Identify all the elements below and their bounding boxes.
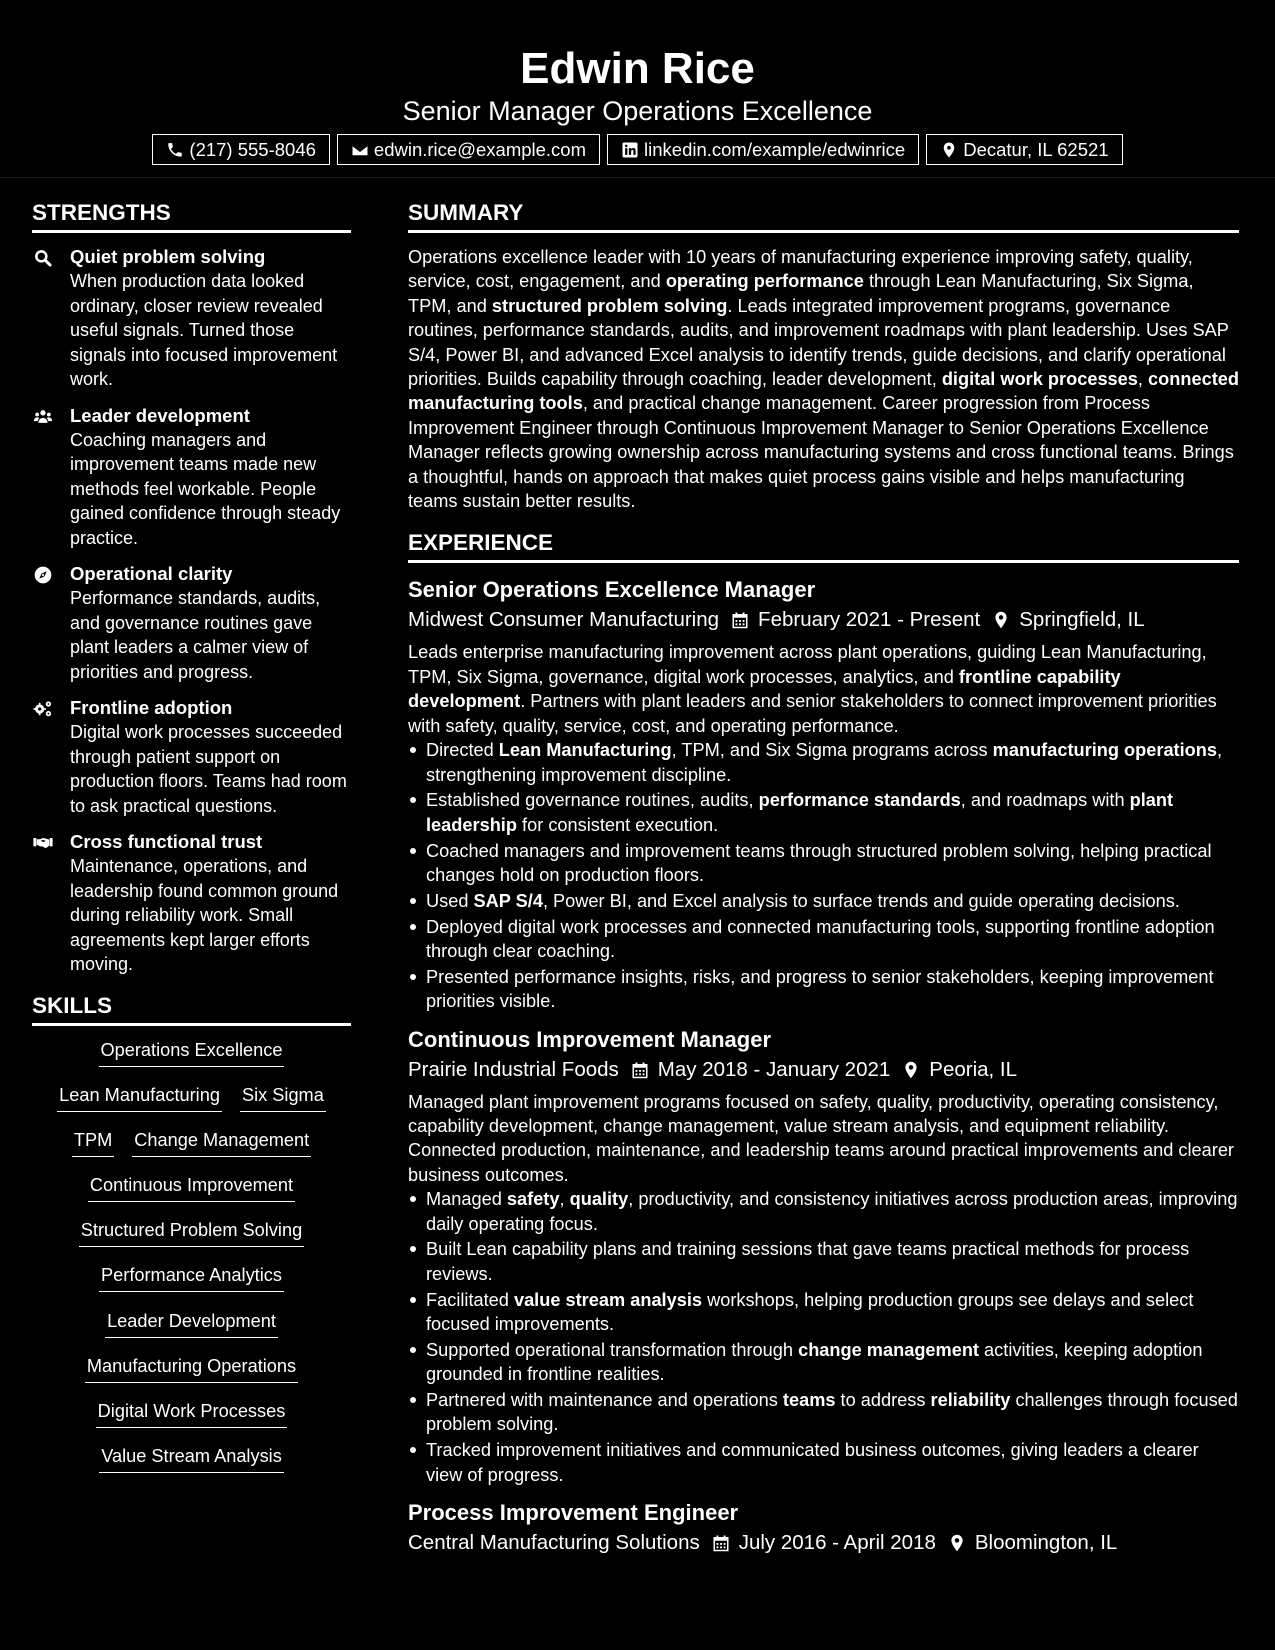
strength-title: Operational clarity	[70, 563, 233, 584]
gears-icon	[32, 699, 54, 719]
emphasized-text: value stream analysis	[513, 1289, 703, 1310]
skill-tag: Digital Work Processes	[96, 1399, 288, 1428]
map-pin-icon	[948, 1533, 966, 1553]
emphasized-text: frontline capability development	[408, 666, 1121, 712]
company-name: Central Manufacturing Solutions	[408, 1530, 700, 1554]
text-segment: Leads enterprise manufacturing improvement across plant operations, guiding Lean Manufacturing, TPM, Six Sigma, governance, digital work processes, analytics, and	[408, 642, 1207, 687]
job-dates: July 2016 - April 2018	[738, 1530, 936, 1554]
bullet-item	[408, 1187, 1239, 1236]
text-segment: , strengthening improvement discipline.	[426, 740, 1223, 785]
skill-row	[32, 1038, 351, 1083]
skill-row	[32, 1173, 351, 1218]
skill-row	[32, 1354, 351, 1399]
skill-row	[32, 1218, 351, 1263]
strength-title: Frontline adoption	[70, 697, 233, 718]
emphasized-text: teams	[782, 1389, 836, 1410]
candidate-headline: Senior Manager Operations Excellence	[402, 96, 873, 126]
job-title: Continuous Improvement Manager	[408, 1026, 772, 1052]
bullet-item	[408, 1388, 1239, 1437]
skill-tag: Performance Analytics	[99, 1263, 284, 1292]
right-column	[408, 196, 1239, 1563]
text-segment: Established governance routines, audits,	[426, 790, 759, 811]
text-segment: , TPM, and Six Sigma programs across	[671, 740, 993, 761]
text-segment: , Power BI, and Excel analysis to surface trends and guide operating decisions.	[542, 890, 1180, 911]
job-location: Peoria, IL	[929, 1057, 1018, 1081]
linkedin-icon	[621, 141, 639, 159]
job-entry	[408, 1498, 1239, 1558]
skill-row	[32, 1309, 351, 1354]
job-meta	[408, 1528, 1239, 1558]
strength-item	[32, 562, 351, 684]
text-segment: Managed plant improvement programs focused on safety, quality, productivity, operating consistency, capability development, change management, value stream analysis, and equipment reliability. Connected production, maintenance, and leadership teams around practical improvements and clearer business outcomes.	[408, 1091, 1234, 1185]
text-segment: Managed	[426, 1189, 507, 1210]
company-name: Prairie Industrial Foods	[408, 1057, 619, 1081]
compass-icon	[32, 565, 54, 585]
candidate-name: Edwin Rice	[520, 44, 755, 93]
envelope-icon	[351, 141, 369, 159]
strength-description: When production data looked ordinary, closer review revealed useful signals. Turned those signals into focused improvement work.	[70, 271, 338, 389]
skill-row	[32, 1128, 351, 1173]
strength-description: Digital work processes succeeded through patient support on production floors. Teams had room to ask practical questions.	[70, 722, 347, 816]
experience-list	[408, 575, 1239, 1558]
skill-tag: Six Sigma	[240, 1083, 326, 1112]
contact-phone-text: (217) 555-8046	[189, 138, 316, 160]
skill-row	[32, 1399, 351, 1444]
job-location: Springfield, IL	[1019, 608, 1145, 632]
bullet-item	[408, 965, 1239, 1014]
summary-text	[408, 245, 1239, 513]
job-bullets	[408, 1187, 1239, 1487]
emphasized-text: quality	[569, 1189, 629, 1210]
bullet-item	[408, 915, 1239, 964]
bullet-item	[408, 788, 1239, 837]
contact-location-text: Decatur, IL 62521	[963, 138, 1109, 160]
contact-bar	[0, 134, 1275, 165]
text-segment: Presented performance insights, risks, and progress to senior stakeholders, keeping improvement priorities visible.	[426, 966, 1214, 1012]
job-meta	[408, 1055, 1239, 1085]
text-segment: Tracked improvement initiatives and communicated business outcomes, giving leaders a clearer view of progress.	[426, 1440, 1199, 1485]
emphasized-text: operating performance	[665, 271, 864, 292]
skill-tag: Structured Problem Solving	[79, 1218, 304, 1247]
bullet-item	[408, 1237, 1239, 1286]
experience-heading: EXPERIENCE	[408, 526, 1239, 563]
skill-tag: Operations Excellence	[99, 1038, 285, 1067]
job-title: Senior Operations Excellence Manager	[408, 577, 816, 603]
resume-header	[0, 0, 1275, 178]
company-name: Midwest Consumer Manufacturing	[408, 608, 720, 632]
emphasized-text: connected manufacturing tools	[408, 369, 1239, 414]
text-segment: to address	[835, 1389, 931, 1410]
text-segment: Operations excellence leader with 10 years of manufacturing experience improving safety, quality, service, cost, engagement, and	[408, 247, 1193, 292]
text-segment: for consistent execution.	[516, 814, 719, 835]
contact-email-text: edwin.rice@example.com	[373, 138, 587, 160]
skill-tag: Leader Development	[105, 1309, 278, 1338]
strength-item	[32, 696, 351, 818]
phone-icon	[166, 141, 184, 159]
job-meta	[408, 605, 1239, 635]
emphasized-text: safety	[506, 1189, 560, 1210]
emphasized-text: performance standards	[758, 790, 961, 811]
contact-linkedin[interactable]	[607, 134, 919, 165]
job-entry	[408, 575, 1239, 1013]
text-segment: ,	[1137, 369, 1149, 390]
strength-title: Quiet problem solving	[70, 246, 266, 267]
calendar-icon	[731, 610, 749, 630]
emphasized-text: plant leadership	[426, 790, 1174, 835]
calendar-icon	[712, 1533, 730, 1553]
map-pin-icon	[992, 610, 1010, 630]
bullet-item	[408, 738, 1239, 787]
left-column	[32, 196, 351, 1489]
skill-tag: Manufacturing Operations	[85, 1354, 298, 1383]
text-segment: Deployed digital work processes and connected manufacturing tools, supporting frontline adoption through clear coaching.	[426, 916, 1215, 961]
strength-item	[32, 245, 351, 392]
bullet-item	[408, 1438, 1239, 1487]
contact-location[interactable]	[926, 134, 1122, 165]
text-segment: , and practical change management. Career progression from Process Improvement Engineer through Continuous Improvement Manager to Senior Operations Excellence Manager reflects growing ownership across manufacturing systems and cross functional teams. Brings a thoughtful, hands on approach that makes quiet process gains visible and helps manufacturing teams sustain better results.	[408, 393, 1234, 512]
job-description	[408, 640, 1239, 738]
text-segment: , productivity, and consistency initiatives across production areas, improving daily operating focus.	[426, 1189, 1238, 1234]
contact-linkedin-text: linkedin.com/example/edwinrice	[644, 138, 906, 160]
map-pin-icon	[902, 1060, 920, 1080]
skills-list	[32, 1038, 351, 1490]
skill-tag: Lean Manufacturing	[57, 1083, 222, 1112]
skills-heading: SKILLS	[32, 989, 351, 1026]
strength-description: Coaching managers and improvement teams made new methods feel workable. People gained confidence through steady practice.	[70, 429, 341, 548]
skill-tag: Change Management	[132, 1128, 311, 1157]
job-bullets	[408, 738, 1239, 1013]
job-dates: February 2021 - Present	[758, 608, 981, 632]
strength-title: Leader development	[70, 404, 250, 426]
text-segment: Directed	[426, 740, 499, 761]
text-segment: Coached managers and improvement teams through structured problem solving, helping practical changes hold on production floors.	[426, 840, 1212, 885]
emphasized-text: change management	[798, 1339, 979, 1360]
search-icon	[32, 248, 54, 268]
text-segment: Built Lean capability plans and training sessions that gave teams practical methods for process reviews.	[426, 1239, 1190, 1284]
strength-item	[32, 830, 351, 977]
summary-heading: SUMMARY	[408, 196, 1239, 233]
text-segment: . Leads integrated improvement programs, governance routines, performance standards, audits, and improvement roadmaps with plant leadership. Uses SAP S/4, Power BI, and advanced Excel analysis to identify trends, guide decisions, and clarify operational priorities. Builds capability through coaching, leader development,	[408, 295, 1229, 390]
job-entry	[408, 1025, 1239, 1487]
emphasized-text: digital work processes	[941, 369, 1138, 390]
bullet-item	[408, 1288, 1239, 1337]
users-icon	[32, 407, 54, 427]
emphasized-text: structured problem solving	[491, 295, 728, 316]
strength-description: Performance standards, audits, and governance routines gave plant leaders a calmer view of priorities and progress.	[70, 588, 321, 682]
emphasized-text: manufacturing operations	[992, 740, 1218, 761]
strength-description: Maintenance, operations, and leadership found common ground during reliability work. Small agreements kept larger efforts moving.	[70, 856, 339, 974]
skill-tag: Continuous Improvement	[88, 1173, 295, 1202]
job-location: Bloomington, IL	[974, 1530, 1118, 1554]
text-segment: workshops, helping production groups see delays and select focused improvements.	[426, 1289, 1194, 1334]
text-segment: Used	[426, 890, 474, 911]
text-segment: Partnered with maintenance and operations	[426, 1389, 783, 1410]
text-segment: , and roadmaps with	[960, 790, 1130, 811]
bullet-item	[408, 889, 1239, 913]
text-segment: ,	[559, 1189, 570, 1210]
contact-email[interactable]	[337, 134, 600, 165]
calendar-icon	[631, 1060, 649, 1080]
contact-phone[interactable]	[152, 134, 330, 165]
text-segment: Supported operational transformation through	[426, 1339, 799, 1360]
strength-title: Cross functional trust	[70, 831, 263, 852]
text-segment: Facilitated	[426, 1289, 514, 1310]
emphasized-text: reliability	[930, 1389, 1011, 1410]
job-description	[408, 1090, 1239, 1188]
strength-item	[32, 404, 351, 551]
skill-row	[32, 1444, 351, 1489]
skill-tag: Value Stream Analysis	[99, 1444, 284, 1473]
text-segment: activities, keeping adoption grounded in frontline realities.	[426, 1339, 1203, 1385]
skill-row	[32, 1263, 351, 1308]
job-dates: May 2018 - January 2021	[657, 1057, 891, 1081]
skill-row	[32, 1083, 351, 1128]
job-title: Process Improvement Engineer	[408, 1499, 739, 1525]
text-segment: through Lean Manufacturing, Six Sigma, TPM, and	[408, 271, 1194, 316]
emphasized-text: Lean Manufacturing	[498, 740, 672, 761]
bullet-item	[408, 1338, 1239, 1387]
strengths-heading: STRENGTHS	[32, 196, 351, 233]
bullet-item	[408, 839, 1239, 888]
text-segment: . Partners with plant leaders and senior stakeholders to connect improvement priorities with safety, quality, service, cost, and operating performance.	[408, 691, 1217, 736]
emphasized-text: SAP S/4	[473, 890, 543, 911]
handshake-icon	[32, 833, 54, 853]
text-segment: challenges through focused problem solving.	[426, 1389, 1238, 1435]
map-pin-icon	[940, 141, 958, 159]
skill-tag: TPM	[72, 1128, 114, 1157]
